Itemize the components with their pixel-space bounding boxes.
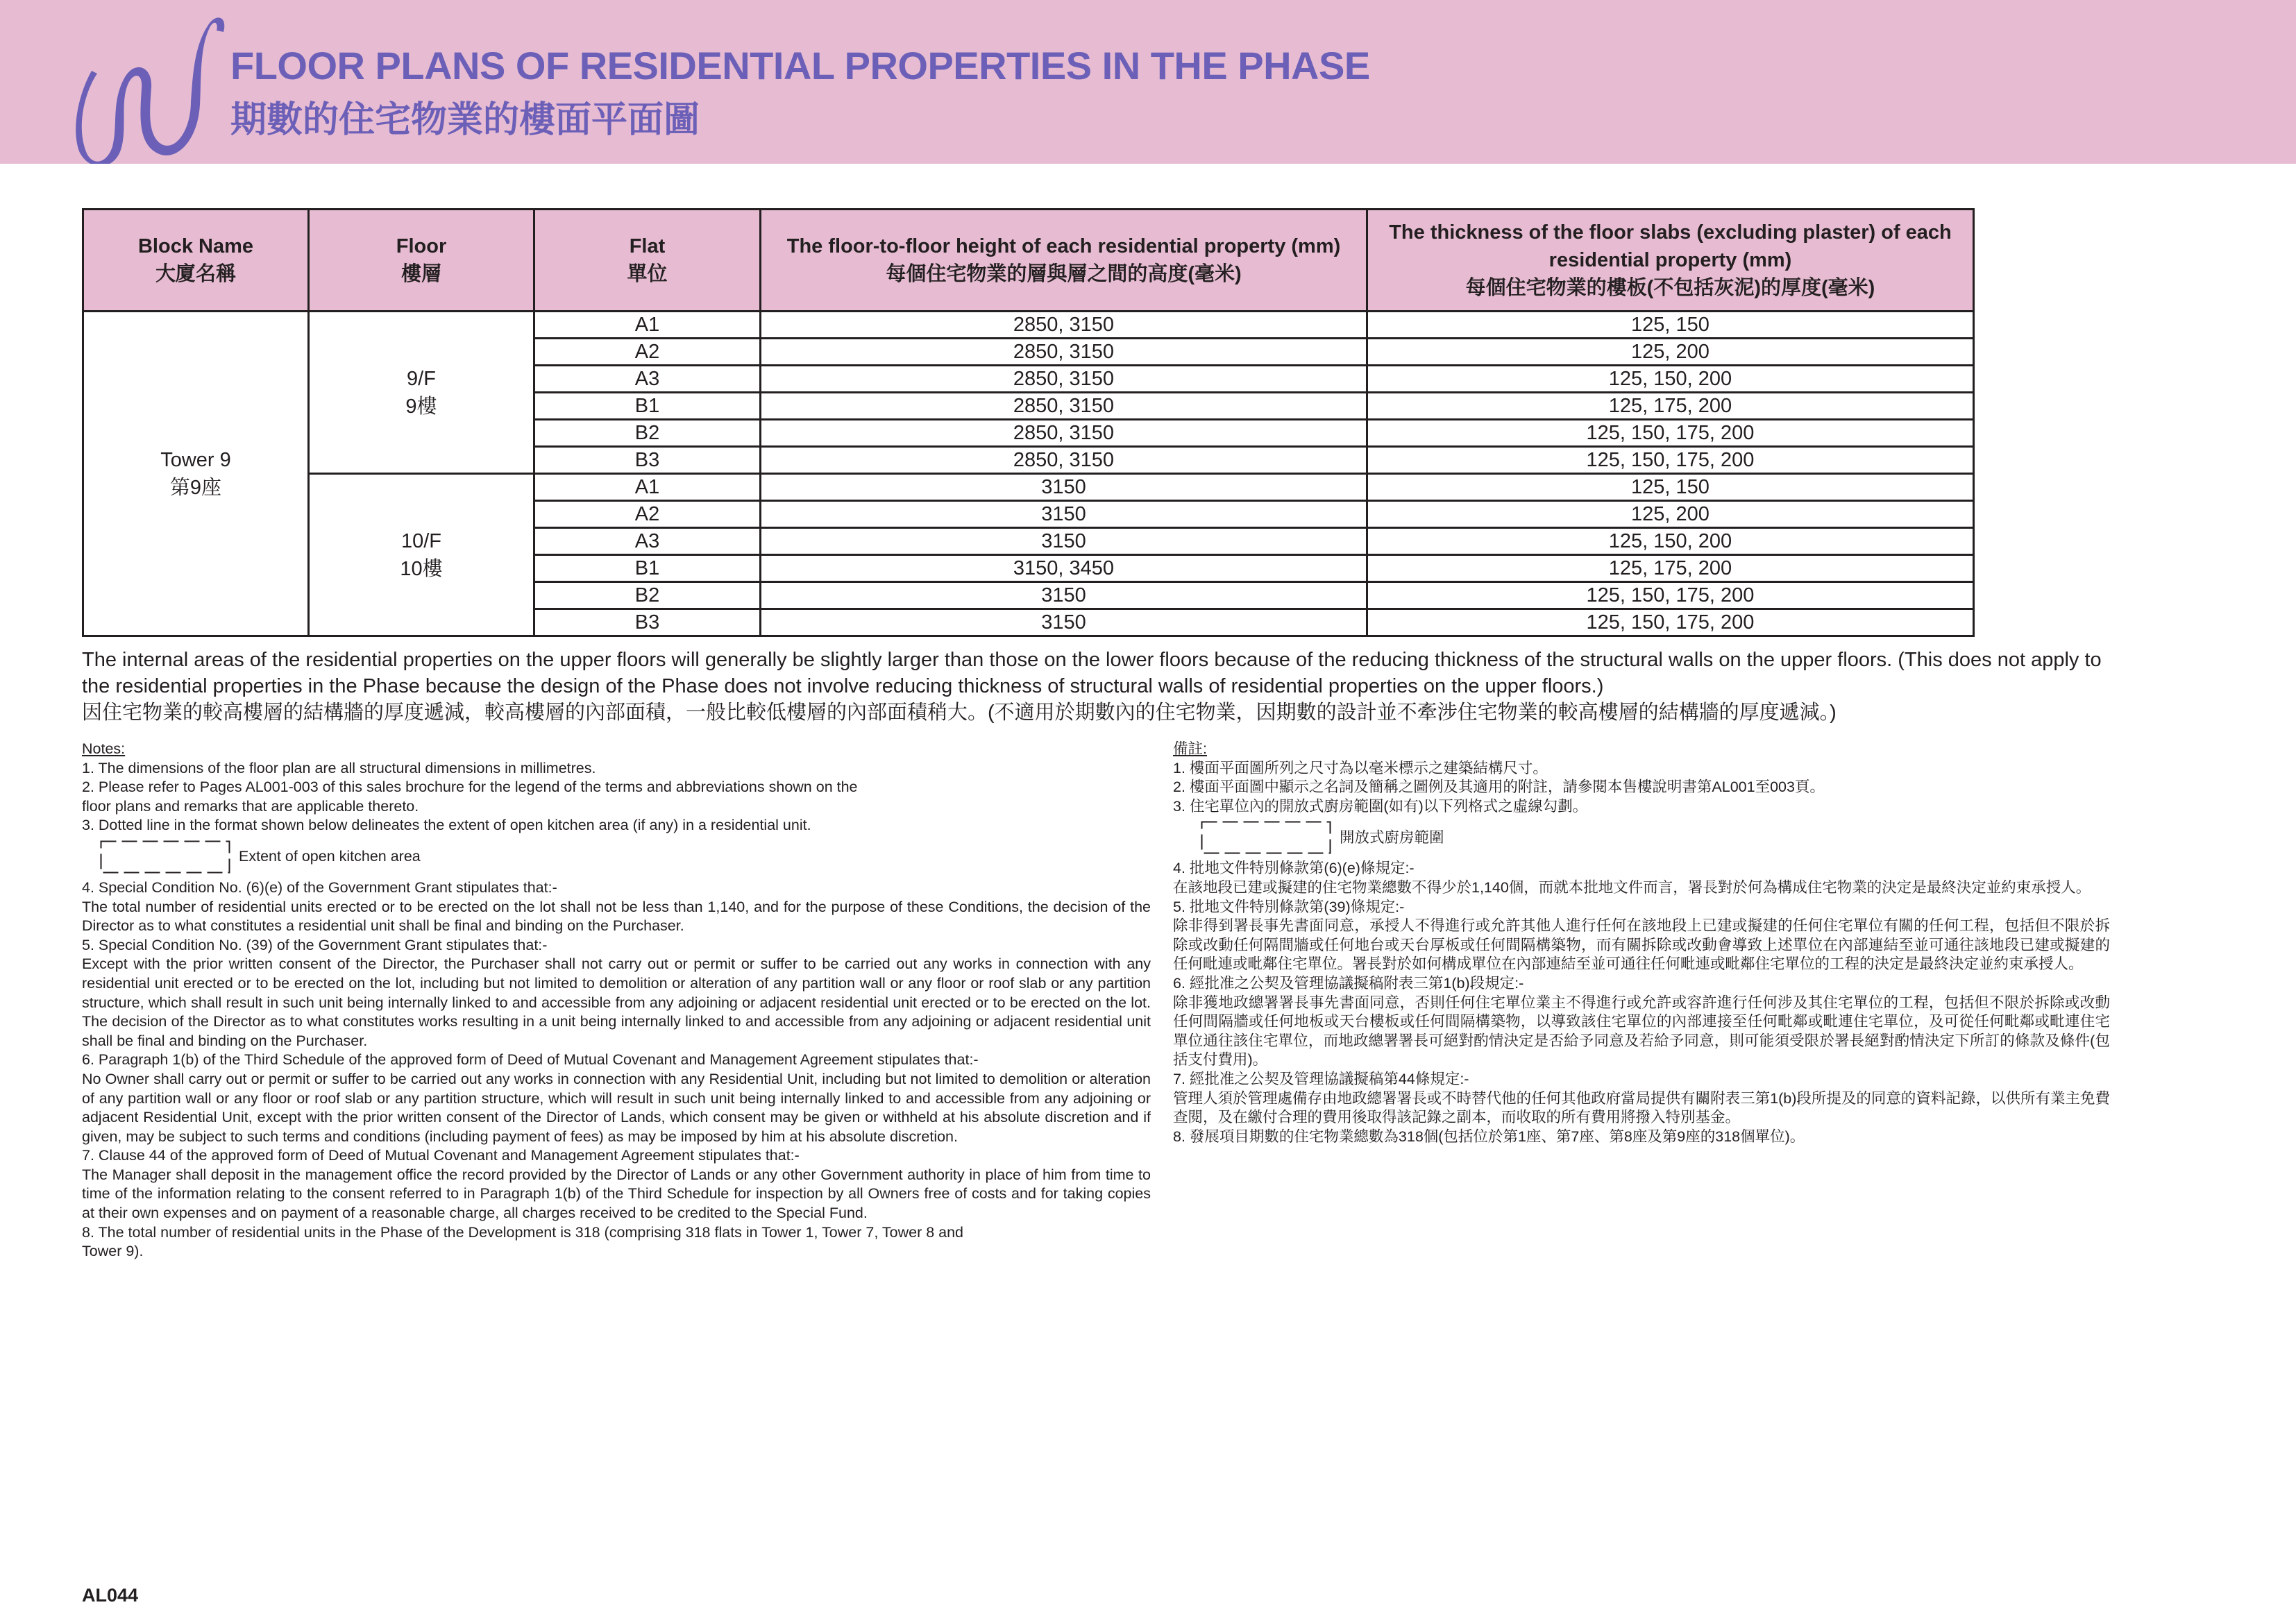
internal-area-note-zh: 因住宅物業的較高樓層的結構牆的厚度遞減，較高樓層的內部面積，一般比較低樓層的內部面積稍大。(不適用於期數內的住宅物業，因期數的設計並不牽涉住宅物業的較高樓層的結構牆的厚度遞減。)	[82, 702, 1837, 724]
kitchen-legend-en	[82, 835, 1151, 878]
slab-cell: 125, 175, 200	[1367, 393, 1974, 420]
slab-cell: 125, 150, 175, 200	[1367, 420, 1974, 447]
note-4-body-en: The total number of residential units erected or to be erected on the lot shall not be less than 1,140, and for the purpose of these Conditions, the decision of the Director as to what constitutes a residential unit shall be final and binding on the Purchaser.	[82, 898, 1151, 935]
page-title-zh: 期數的住宅物業的樓面平面圖	[230, 100, 700, 140]
notes-chinese	[1173, 740, 2110, 1146]
slab-cell: 125, 175, 200	[1367, 555, 1974, 582]
table-row	[83, 312, 1974, 339]
note-2-zh: 2. 樓面平面圖中顯示之名詞及簡稱之圖例及其適用的附註，請參閱本售樓說明書第AL001至003頁。	[1173, 779, 1825, 796]
slab-cell: 125, 200	[1367, 501, 1974, 528]
internal-area-note	[82, 647, 2109, 726]
note-8b-en: Tower 9).	[82, 1243, 144, 1260]
note-6-title-en: 6. Paragraph 1(b) of the Third Schedule of the approved form of Deed of Mutual Covenant and Management Agreement stipulates that:-	[82, 1051, 979, 1069]
height-cell: 3150	[761, 528, 1367, 555]
note-7-body-zh: 管理人須於管理處備存由地政總署署長或不時替代他的任何其他政府當局提供有關附表三第1(b)段所提及的同意的資料記錄，以供所有業主免費查閱，及在繳付合理的費用後取得該記錄之副本，而收取的所有費用將撥入特別基金。	[1173, 1089, 2110, 1126]
kitchen-legend-zh	[1173, 816, 2110, 859]
kitchen-legend-label-en: Extent of open kitchen area	[239, 848, 421, 865]
note-5-title-zh: 5. 批地文件特別條款第(39)條規定:-	[1173, 898, 1405, 915]
purple-ribbon-logo-icon	[69, 4, 229, 164]
flat-cell: A1	[534, 474, 761, 501]
note-2a-en: 2. Please refer to Pages AL001-003 of this sales brochure for the legend of the terms and abbreviations shown on the	[82, 779, 858, 796]
dashed-box-icon	[1201, 821, 1331, 854]
slab-cell: 125, 150, 175, 200	[1367, 582, 1974, 609]
kitchen-legend-label-zh: 開放式廚房範圍	[1340, 829, 1444, 846]
block-name-cell: Tower 9 第9座	[83, 312, 309, 636]
flat-cell: A2	[534, 501, 761, 528]
flat-cell: A3	[534, 528, 761, 555]
note-7-title-zh: 7. 經批准之公契及管理協議擬稿第44條規定:-	[1173, 1070, 1469, 1087]
note-5-body-en: Except with the prior written consent of the Director, the Purchaser shall not carry out or permit or suffer to be carried out any works in connection with any residential unit erected or to be erected on the lot, including but not limited to demolition or alteration of any partition wall or any floor or roof slab or any partition structure, which shall result in such unit being internally linked to and accessible from any adjoining or adjacent residential unit erected or to be erected on the lot. The decision of the Director as to what constitutes works resulting in a unit being internally linked to and accessible from any adjoining or adjacent residential unit shall be final and binding on the Purchaser.	[82, 955, 1151, 1049]
slab-cell: 125, 150	[1367, 474, 1974, 501]
floor-height-table	[82, 208, 1975, 637]
table-row	[83, 474, 1974, 501]
note-8a-en: 8. The total number of residential units in the Phase of the Development is 318 (comprising 318 flats in Tower 1, Tower 7, Tower 8 and	[82, 1223, 964, 1241]
notes-title-zh: 備註:	[1173, 740, 1207, 757]
slab-cell: 125, 150, 200	[1367, 366, 1974, 393]
flat-cell: A1	[534, 312, 761, 339]
height-cell: 2850, 3150	[761, 366, 1367, 393]
notes-english	[82, 740, 1151, 1261]
height-cell: 2850, 3150	[761, 447, 1367, 474]
flat-cell: B3	[534, 447, 761, 474]
note-5-body-zh: 除非得到署長事先書面同意，承授人不得進行或允許其他人進行任何在該地段上已建或擬建的任何住宅單位有關的任何工程，包括但不限於拆除或改動任何隔間牆或任何地台或天台厚板或任何間隔構築物，而有關拆除或改動會導致上述單位在內部連結至並可通往該地段已建或擬建的任何毗連或毗鄰住宅單位。署長對於如何構成單位在內部連結至並可通往任何毗連或毗鄰住宅單位的工程的決定是最終決定並約束承授人。	[1173, 917, 2110, 973]
note-3-en: 3. Dotted line in the format shown below delineates the extent of open kitchen area (if any) in a residential unit.	[82, 817, 811, 834]
height-cell: 3150	[761, 609, 1367, 636]
note-1-zh: 1. 樓面平面圖所列之尺寸為以毫米標示之建築結構尺寸。	[1173, 759, 1548, 776]
slab-cell: 125, 150	[1367, 312, 1974, 339]
note-8-zh: 8. 發展項目期數的住宅物業總數為318個(包括位於第1座、第7座、第8座及第9座的318個單位)。	[1173, 1128, 1805, 1145]
note-4-body-zh: 在該地段已建或擬建的住宅物業總數不得少於1,140個，而就本批地文件而言，署長對於何為構成住宅物業的決定是最終決定並約束承授人。	[1173, 878, 2091, 896]
note-5-title-en: 5. Special Condition No. (39) of the Government Grant stipulates that:-	[82, 936, 548, 953]
note-7-title-en: 7. Clause 44 of the approved form of Deed of Mutual Covenant and Management Agreement stipulates that:-	[82, 1147, 800, 1164]
note-6-title-zh: 6. 經批准之公契及管理協議擬稿附表三第1(b)段規定:-	[1173, 974, 1524, 992]
flat-cell: B1	[534, 393, 761, 420]
flat-cell: A3	[534, 366, 761, 393]
internal-area-note-en: The internal areas of the residential properties on the upper floors will generally be slightly larger than those on the lower floors because of the reducing thickness of the structural walls on the upper floors. (This does not apply to the residential properties in the Phase because the design of the Phase does not involve reducing thickness of structural walls of residential properties on the upper floors.)	[82, 649, 2102, 697]
flat-cell: B1	[534, 555, 761, 582]
slab-cell: 125, 200	[1367, 339, 1974, 366]
header-slab-thickness: The thickness of the floor slabs (excluding plaster) of each residential property (mm) 每個住宅物業的樓板(不包括灰泥)的厚度(毫米)	[1367, 210, 1974, 312]
dashed-box-icon	[100, 840, 230, 874]
header-block-name: Block Name 大廈名稱	[83, 210, 309, 312]
flat-cell: B2	[534, 582, 761, 609]
height-cell: 3150, 3450	[761, 555, 1367, 582]
slab-cell: 125, 150, 175, 200	[1367, 609, 1974, 636]
header-floor: Floor 樓層	[309, 210, 534, 312]
header-floor-height: The floor-to-floor height of each residential property (mm) 每個住宅物業的層與層之間的高度(毫米)	[761, 210, 1367, 312]
table-header-row	[83, 210, 1974, 312]
page-title-en: FLOOR PLANS OF RESIDENTIAL PROPERTIES IN THE PHASE	[230, 44, 1370, 87]
height-cell: 3150	[761, 501, 1367, 528]
note-6-body-en: No Owner shall carry out or permit or suffer to be carried out any works in connection with any Residential Unit, including but not limited to demolition or alteration of any partition wall or any floor or roof slab or any partition structure, which will result in such unit being internally linked to and accessible from any adjoining or adjacent Residential Unit, except with the prior written consent of the Director of Lands, which consent may be given or withheld at his absolute discretion and if given, may be subject to such terms and conditions (including payment of fees) as may be imposed by him at his absolute discretion.	[82, 1070, 1151, 1145]
height-cell: 3150	[761, 582, 1367, 609]
note-6-body-zh: 除非獲地政總署署長事先書面同意，否則任何住宅單位業主不得進行或允許或容許進行任何涉及其住宅單位的工程，包括但不限於拆除或改動任何間隔牆或任何地板或天台樓板或任何間隔構築物，以導致該住宅單位的內部連接至任何毗鄰或毗連住宅單位，及可從任何毗鄰或毗連住宅單位通往該住宅單位，而地政總署署長可絕對酌情決定是否給予同意及若給予同意，則可能須受限於署長絕對酌情決定下所訂的條款及條件(包括支付費用)。	[1173, 994, 2110, 1069]
height-cell: 2850, 3150	[761, 393, 1367, 420]
height-cell: 2850, 3150	[761, 312, 1367, 339]
flat-cell: A2	[534, 339, 761, 366]
note-1-en: 1. The dimensions of the floor plan are all structural dimensions in millimetres.	[82, 759, 596, 776]
note-3-zh: 3. 住宅單位內的開放式廚房範圍(如有)以下列格式之虛線勾劃。	[1173, 797, 1588, 815]
notes-title-en: Notes:	[82, 740, 126, 757]
slab-cell: 125, 150, 175, 200	[1367, 447, 1974, 474]
flat-cell: B2	[534, 420, 761, 447]
header-band	[0, 0, 2296, 164]
note-7-body-en: The Manager shall deposit in the management office the record provided by the Director of Lands or any other Government authority in place of him from time to time of the information relating to the consent referred to in Paragraph 1(b) of the Third Schedule for inspection by all Owners free of costs and for taking copies at their own expenses and on payment of a reasonable charge, all charges received to be credited to the Special Fund.	[82, 1166, 1151, 1222]
note-2b-en: floor plans and remarks that are applicable thereto.	[82, 797, 419, 815]
height-cell: 2850, 3150	[761, 420, 1367, 447]
header-flat: Flat 單位	[534, 210, 761, 312]
height-cell: 3150	[761, 474, 1367, 501]
page-number: AL044	[82, 1585, 139, 1606]
height-cell: 2850, 3150	[761, 339, 1367, 366]
slab-cell: 125, 150, 200	[1367, 528, 1974, 555]
note-4-title-zh: 4. 批地文件特別條款第(6)(e)條規定:-	[1173, 860, 1415, 877]
floor-cell: 9/F 9樓	[309, 312, 534, 474]
floor-cell: 10/F 10樓	[309, 474, 534, 636]
note-4-title-en: 4. Special Condition No. (6)(e) of the Government Grant stipulates that:-	[82, 878, 557, 896]
flat-cell: B3	[534, 609, 761, 636]
